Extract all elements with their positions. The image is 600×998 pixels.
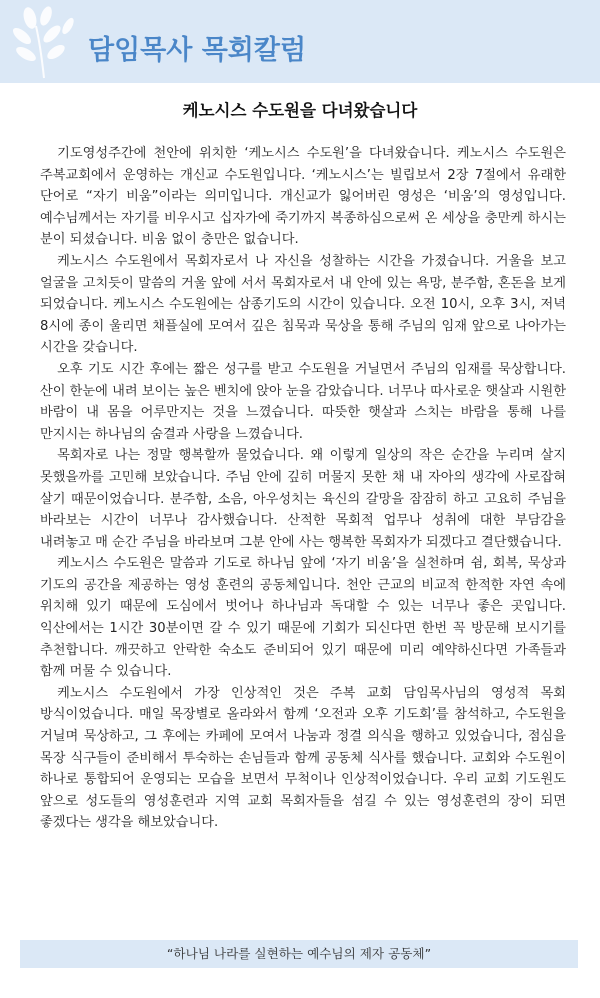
paragraph: 오후 기도 시간 후에는 짧은 성구를 받고 수도원을 거닐면서 주님의 임재를 묵상합니다. 산이 한눈에 내려 보이는 높은 벤치에 앉아 눈을 감았습니다. 너무나 따사로운 햇살과 시원한 바람이 내 몸을 어루만지는 것을 느꼈습니다. 따뜻한 햇살과 스치는 바람을 통해 나를 만지시는 하나님의 숨결과 사랑을 느꼈습니다.	[40, 361, 566, 442]
article-title: 케노시스 수도원을 다녀왔습니다	[182, 101, 418, 120]
paragraph: 케노시스 수도원에서 목회자로서 나 자신을 성찰하는 시간을 가졌습니다. 거울을 보고 얼굴을 고치듯이 말씀의 거울 앞에 서서 목회자로서 내 안에 있는 욕망, 분주함, 혼돈을 보게 되었습니다. 케노시스 수도원에는 삼종기도의 시간이 있습니다. 오전 10시, 오후 3시, 저녁 8시에 종이 울리면 채플실에 모여서 깊은 침묵과 묵상을 통해 주님의 임재 앞으로 나아가는 시간을 갖습니다.	[40, 253, 566, 356]
paragraph: 기도영성주간에 천안에 위치한 ‘케노시스 수도원’을 다녀왔습니다. 케노시스 수도원은 주복교회에서 운영하는 개신교 수도원입니다. ‘케노시스’는 빌립보서 2장 7절에서 유래한 단어로 “자기 비움”이라는 의미입니다. 개신교가 잃어버린 영성은 ‘비움’의 영성입니다. 예수님께서는 자기를 비우시고 십자가에 죽기까지 복종하심으로써 온 세상을 충만케 하시는 분이 되셨습니다. 비움 없이 충만은 없습니다.	[40, 146, 566, 248]
church-motto-banner	[20, 940, 578, 968]
column-title: 담임목사 목회칼럼	[88, 35, 307, 66]
paragraph: 케노시스 수도원에서 가장 인상적인 것은 주복 교회 담임목사님의 영성적 목회 방식이었습니다. 매일 목장별로 올라와서 함께 ‘오전과 오후 기도회’를 참석하고, 수도원을 거닐며 묵상하고, 그 후에는 카페에 모여서 나눔과 정결 의식을 행하고 있었습니다, 점심을 목장 식구들이 준비해서 투숙하는 손님들과 함께 공동체 식사를 했습니다. 교회와 수도원이 하나로 통합되어 운영되는 모습을 보면서 무척이나 인상적이었습니다. 우리 교회 기도원도 앞으로 성도들의 영성훈련과 지역 교회 목회자들을 섬길 수 있는 영성훈련의 장이 되면 좋겠다는 생각을 해보았습니다.	[40, 685, 566, 831]
leaf-branch-icon	[6, 4, 84, 80]
church-motto: “하나님 나라를 실현하는 예수님의 제자 공동체”	[166, 946, 432, 961]
column-header	[0, 0, 600, 83]
paragraph: 케노시스 수도원은 말씀과 기도로 하나님 앞에 ‘자기 비움’을 실천하며 쉼, 회복, 묵상과 기도의 공간을 제공하는 영성 훈련의 공동체입니다. 천안 근교의 비교적 한적한 자연 속에 위치해 있기 때문에 도심에서 벗어나 하나님과 독대할 수 있는 너무나 좋은 곳입니다. 익산에서는 1시간 30분이면 갈 수 있기 때문에 기회가 되신다면 한번 꼭 방문해 보시기를 추천합니다. 깨끗하고 안락한 숙소도 준비되어 있기 때문에 미리 예약하신다면 가족들과 함께 머물 수 있습니다.	[40, 556, 566, 680]
article-body	[40, 143, 566, 834]
paragraph: 목회자로 나는 정말 행복할까 물었습니다. 왜 이렇게 일상의 작은 순간을 누리며 살지 못했을까를 고민해 보았습니다. 주님 안에 깊히 머물지 못한 채 내 자아의 생각에 사로잡혀 살기 때문이었습니다. 분주함, 소음, 아우성치는 육신의 갈망을 잠잠히 하고 고요히 주님을 바라보는 시간이 너무나 감사했습니다. 산적한 목회적 업무나 성취에 대한 부담감을 내려놓고 매 순간 주님을 바라보며 그분 안에 사는 행복한 목회자가 되겠다고 결단했습니다.	[40, 448, 566, 550]
